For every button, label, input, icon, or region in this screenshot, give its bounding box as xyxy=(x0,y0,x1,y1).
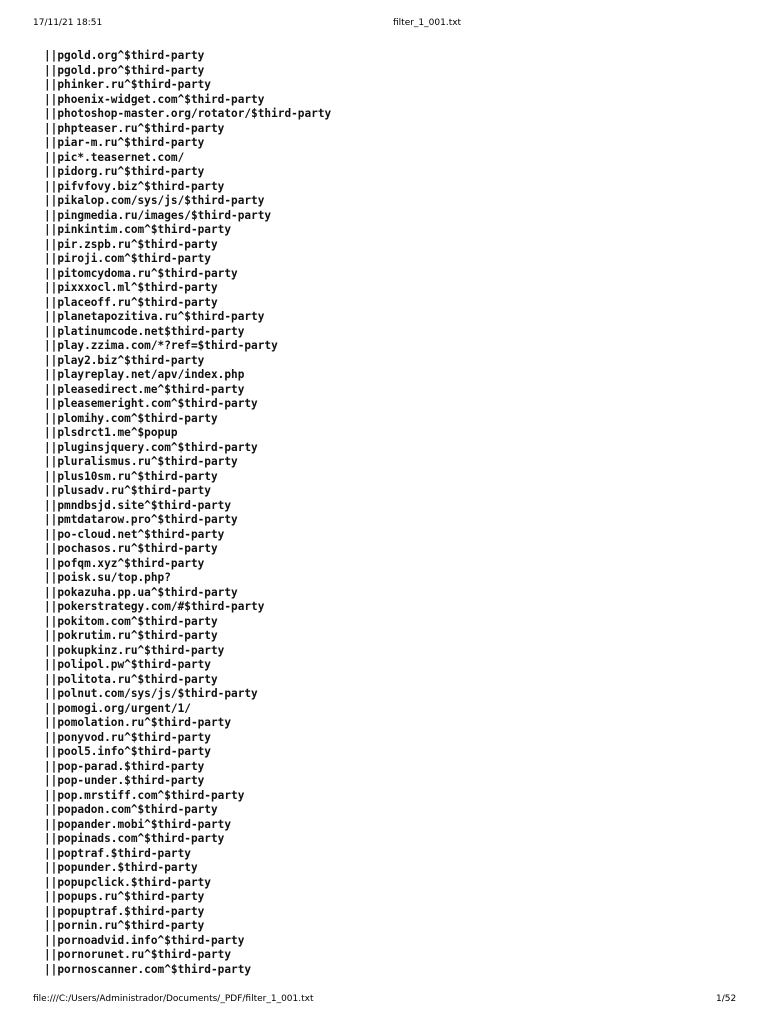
filter-rule-line: ||pokitom.com^$third-party xyxy=(44,614,218,628)
filter-rule-line: ||popupclick.$third-party xyxy=(44,875,211,889)
filter-rule-line: ||polnut.com/sys/js/$third-party xyxy=(44,687,258,700)
filter-rule-line: ||pomolation.ru^$third-party xyxy=(44,716,232,729)
file-path: file:///C:/Users/Administrador/Documents/_PDF/filter_1_001.txt xyxy=(33,994,314,1004)
filter-rule-line: ||phinker.ru^$third-party xyxy=(44,78,211,91)
filter-rule-line: ||piar-m.ru^$third-party xyxy=(44,136,205,149)
document-body xyxy=(44,49,331,977)
filter-rule-line: ||platinumcode.net$third-party xyxy=(44,324,245,338)
filter-rule-line: ||popinads.com^$third-party xyxy=(44,832,225,845)
filter-rule-line: ||politota.ru^$third-party xyxy=(44,672,218,686)
filter-rule-line: ||placeoff.ru^$third-party xyxy=(44,295,218,309)
filter-rule-line: ||phpteaser.ru^$third-party xyxy=(44,121,225,135)
filter-rule-line: ||pifvfovy.biz^$third-party xyxy=(44,179,225,193)
filter-rule-line: ||plomihy.com^$third-party xyxy=(44,411,218,425)
filter-rule-line: ||pornoscanner.com^$third-party xyxy=(44,962,252,976)
filter-rule-line: ||plusadv.ru^$third-party xyxy=(44,484,211,497)
filter-rule-line: ||pornorunet.ru^$third-party xyxy=(44,948,232,961)
filter-rule-line: ||pop-under.$third-party xyxy=(44,774,205,787)
filter-rule-line: ||pikalop.com/sys/js/$third-party xyxy=(44,194,265,207)
filter-rule-line: ||planetapozitiva.ru^$third-party xyxy=(44,310,265,323)
filter-rule-line: ||phoenix-widget.com^$third-party xyxy=(44,92,265,106)
filter-rule-line: ||pluralismus.ru^$third-party xyxy=(44,455,238,468)
filter-rule-line: ||piroji.com^$third-party xyxy=(44,252,211,265)
filter-rule-line: ||popadon.com^$third-party xyxy=(44,803,218,816)
filter-rule-line: ||pleasedirect.me^$third-party xyxy=(44,382,245,396)
filter-rule-line: ||poptraf.$third-party xyxy=(44,846,191,860)
filter-rule-line: ||pixxxocl.ml^$third-party xyxy=(44,281,218,294)
filter-rule-line: ||popunder.$third-party xyxy=(44,861,198,874)
filter-rule-line: ||pitomcydoma.ru^$third-party xyxy=(44,266,238,280)
filter-rule-line: ||po-cloud.net^$third-party xyxy=(44,527,225,541)
page-number: 1/52 xyxy=(716,994,737,1004)
filter-rule-line: ||pingmedia.ru/images/$third-party xyxy=(44,208,272,222)
filter-rule-line: ||polipol.pw^$third-party xyxy=(44,658,211,671)
filter-rule-line: ||pinkintim.com^$third-party xyxy=(44,223,232,236)
filter-rule-line: ||playreplay.net/apv/index.php xyxy=(44,368,245,381)
filter-rule-line: ||pofqm.xyz^$third-party xyxy=(44,556,205,570)
filter-rule-line: ||popander.mobi^$third-party xyxy=(44,817,232,831)
filter-rule-line: ||pmndbsjd.site^$third-party xyxy=(44,498,232,512)
filter-rule-line: ||pochasos.ru^$third-party xyxy=(44,542,218,555)
filter-rule-line: ||pop-parad.$third-party xyxy=(44,759,205,773)
document-title: filter_1_001.txt xyxy=(393,18,462,28)
filter-rule-line: ||pornoadvid.info^$third-party xyxy=(44,933,245,947)
filter-rule-line: ||popuptraf.$third-party xyxy=(44,904,205,918)
filter-rule-line: ||pool5.info^$third-party xyxy=(44,745,211,758)
filter-rule-line: ||photoshop-master.org/rotator/$third-party xyxy=(44,107,332,120)
filter-rule-line: ||pomogi.org/urgent/1/ xyxy=(44,701,191,715)
print-datetime: 17/11/21 18:51 xyxy=(33,18,103,28)
filter-rule-line: ||popups.ru^$third-party xyxy=(44,890,205,903)
filter-rule-line: ||poisk.su/top.php? xyxy=(44,571,171,584)
filter-rule-line: ||plsdrct1.me^$popup xyxy=(44,426,178,439)
filter-rule-line: ||pmtdatarow.pro^$third-party xyxy=(44,513,238,526)
filter-rule-line: ||play2.biz^$third-party xyxy=(44,353,205,367)
filter-rule-line: ||pop.mrstiff.com^$third-party xyxy=(44,788,245,802)
filter-rule-line: ||play.zzima.com/*?ref=$third-party xyxy=(44,339,278,352)
filter-rule-line: ||pokrutim.ru^$third-party xyxy=(44,629,218,642)
filter-rule-line: ||pgold.pro^$third-party xyxy=(44,63,205,77)
filter-rule-line: ||pleasemeright.com^$third-party xyxy=(44,397,258,410)
filter-rule-line: ||ponyvod.ru^$third-party xyxy=(44,730,211,744)
filter-rule-line: ||pidorg.ru^$third-party xyxy=(44,165,205,178)
filter-rule-line: ||pornin.ru^$third-party xyxy=(44,919,205,932)
filter-rule-line: ||pokazuha.pp.ua^$third-party xyxy=(44,585,238,599)
filter-rule-line: ||pokupkinz.ru^$third-party xyxy=(44,643,225,657)
filter-rule-line: ||pir.zspb.ru^$third-party xyxy=(44,237,218,251)
filter-rule-line: ||plus10sm.ru^$third-party xyxy=(44,469,218,483)
filter-rule-line: ||pgold.org^$third-party xyxy=(44,49,205,62)
filter-rule-line: ||pluginsjquery.com^$third-party xyxy=(44,440,258,454)
filter-rule-line: ||pokerstrategy.com/#$third-party xyxy=(44,600,265,613)
filter-rule-line: ||pic*.teasernet.com/ xyxy=(44,150,185,164)
